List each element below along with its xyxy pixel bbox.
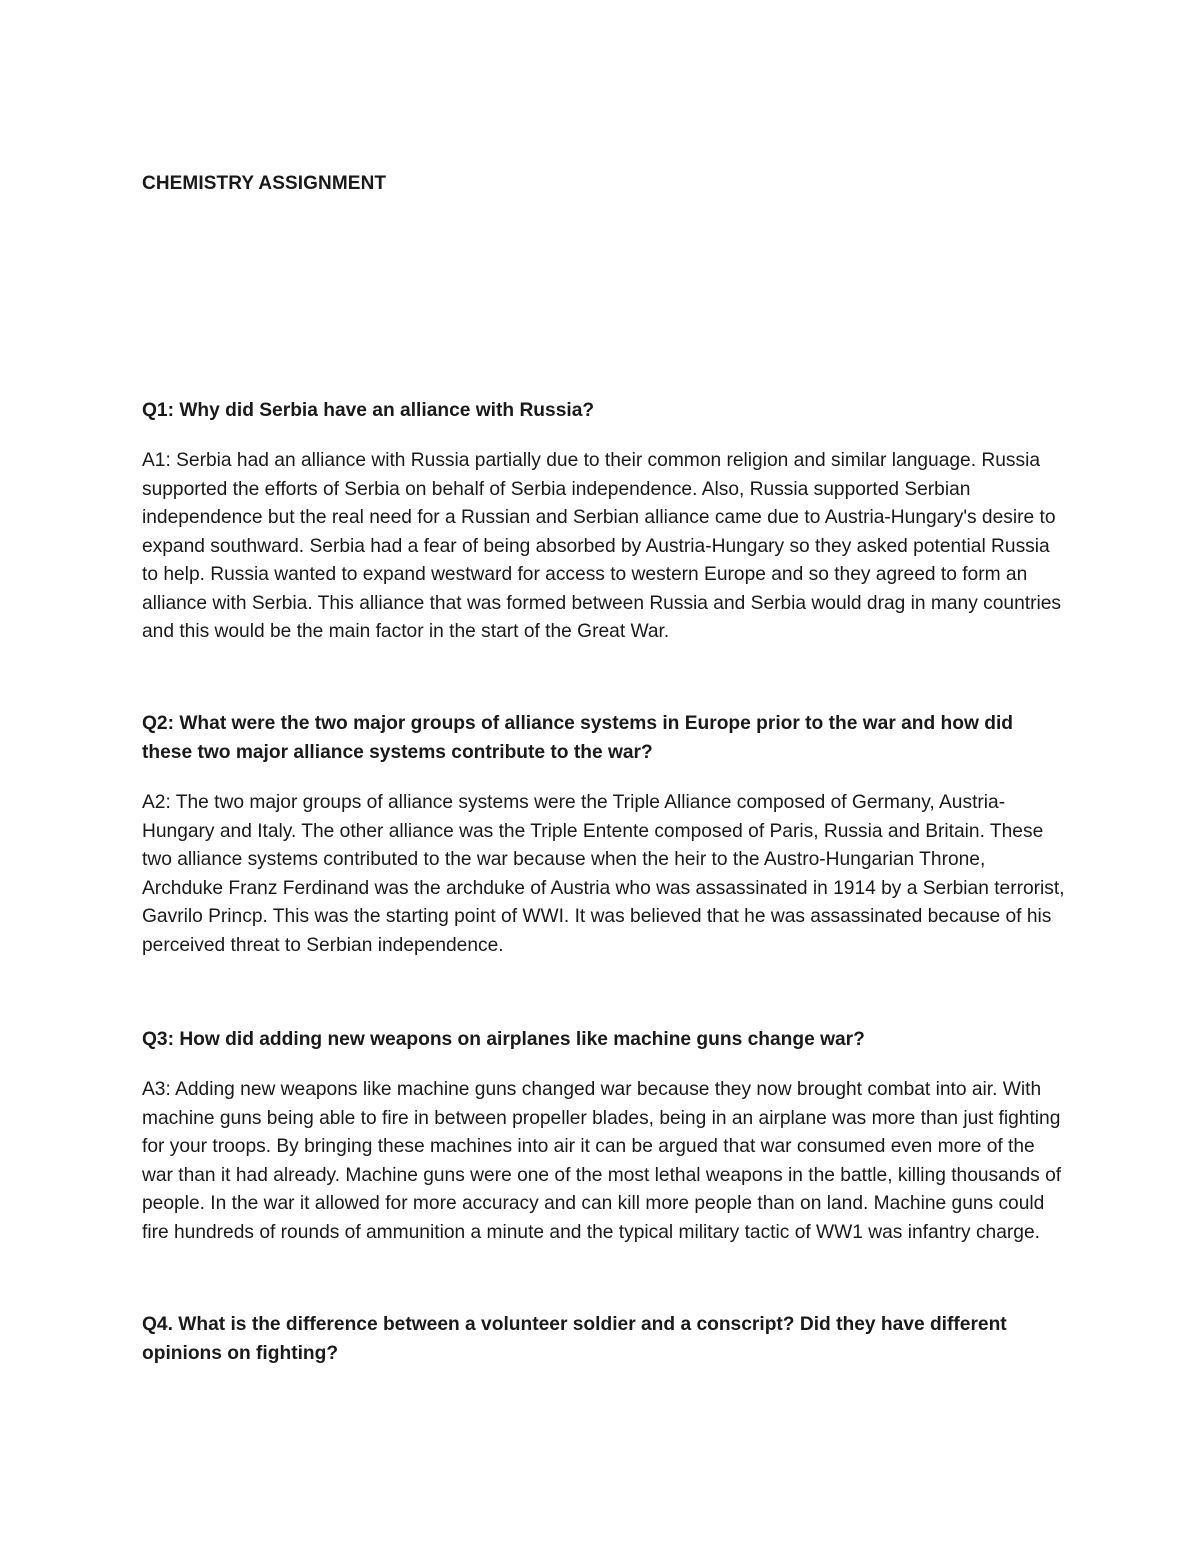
qa-section-1 [142,396,1067,647]
qa-section-2 [142,709,1067,960]
question-1: Q1: Why did Serbia have an alliance with Russia? [142,400,595,421]
document-title: CHEMISTRY ASSIGNMENT [142,173,387,194]
qa-section-3 [142,1025,1067,1247]
answer-1: A1: Serbia had an alliance with Russia partially due to their common religion and similar language. Russia supported the efforts of Serbia on behalf of Serbia independence. Also, Russia supported Serbian independence but the real need for a Russian and Serbian alliance came due to Austria-Hungary's desire to expand southward. Serbia had a fear of being absorbed by Austria-Hungary so they asked potential Russia to help. Russia wanted to expand westward for access to western Europe and so they agreed to form an alliance with Serbia. This alliance that was formed between Russia and Serbia would drag in many countries and this would be the main factor in the start of the Great War. [142,450,1062,642]
question-3: Q3: How did adding new weapons on airplanes like machine guns change war? [142,1029,865,1050]
answer-2: A2: The two major groups of alliance systems were the Triple Alliance composed of Germany, Austria-Hungary and Italy. The other alliance was the Triple Entente composed of Paris, Russia and Britain. These two alliance systems contributed to the war because when the heir to the Austro-Hungarian Throne, Archduke Franz Ferdinand was the archduke of Austria who was assassinated in 1914 by a Serbian terrorist, Gavrilo Princp. This was the starting point of WWI. It was believed that he was assassinated because of his perceived threat to Serbian independence. [142,792,1065,956]
question-2: Q2: What were the two major groups of alliance systems in Europe prior to the war and how did these two major alliance systems contribute to the war? [142,713,1014,763]
qa-section-4 [142,1310,1067,1368]
question-4: Q4. What is the difference between a volunteer soldier and a conscript? Did they have different opinions on fighting? [142,1314,1007,1364]
answer-3: A3: Adding new weapons like machine guns changed war because they now brought combat into air. With machine guns being able to fire in between propeller blades, being in an airplane was more than just fighting for your troops. By bringing these machines into air it can be argued that war consumed even more of the war than it had already. Machine guns were one of the most lethal weapons in the battle, killing thousands of people. In the war it allowed for more accuracy and can kill more people than on land. Machine guns could fire hundreds of rounds of ammunition a minute and the typical military tactic of WW1 was infantry charge. [142,1079,1062,1243]
